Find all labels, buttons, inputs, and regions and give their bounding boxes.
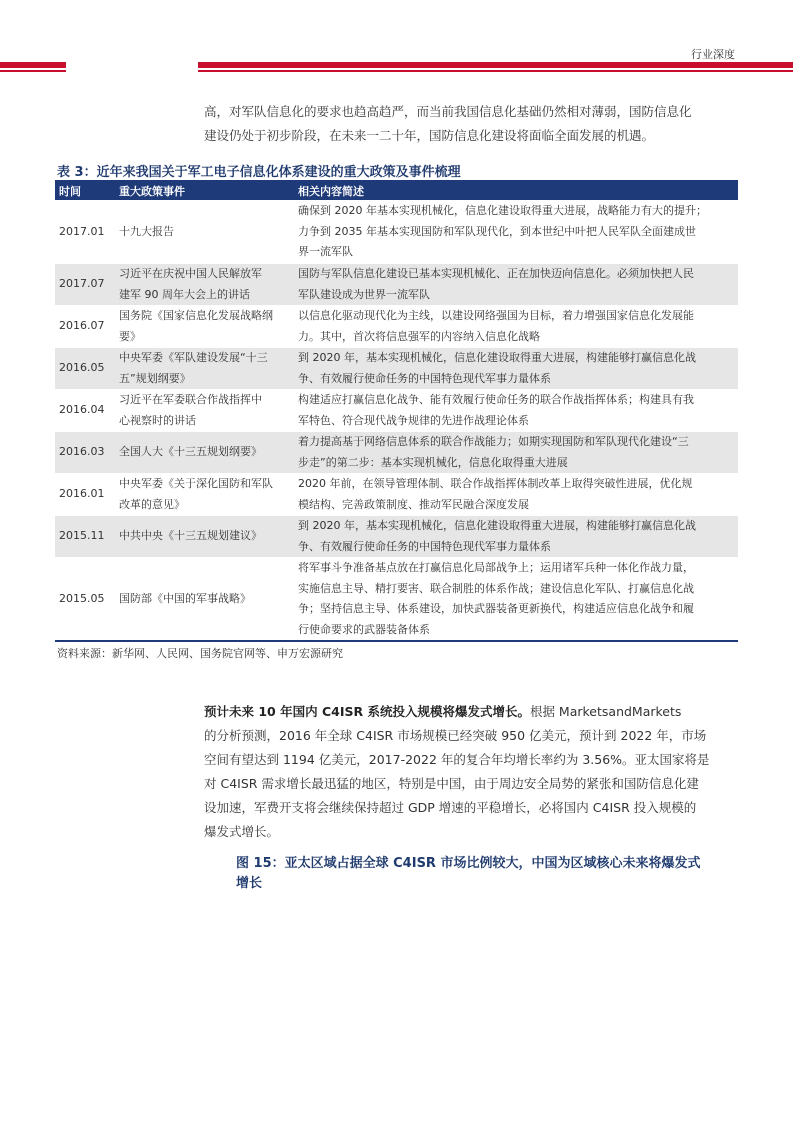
cell-event-line: 全国人大《十三五规划纲要》 — [119, 445, 262, 458]
figure-caption-line: 增长 — [236, 876, 263, 891]
table-source: 资料来源：新华网、人民网、国务院官网等、申万宏源研究 — [57, 647, 343, 660]
cell-event-line: 要》 — [119, 329, 141, 343]
cell-desc-line: 确保到 2020 年基本实现机械化，信息化建设取得重大进展，战略能力有大的提升； — [298, 204, 707, 217]
intro-line: 建设仍处于初步阶段，在未来一二十年，国防信息化建设将面临全面发展的机遇。 — [204, 128, 655, 143]
cell-date: 2016.07 — [59, 319, 105, 332]
cell-event — [119, 306, 295, 347]
cell-event-line: 十九大报告 — [119, 225, 174, 238]
figure-caption — [236, 854, 736, 894]
cell-desc — [298, 348, 738, 389]
column-header-event: 重大政策事件 — [119, 185, 185, 198]
cell-desc — [298, 201, 738, 263]
forecast-line: 设加速，军费开支将会继续保持超过 GDP 增速的平稳增长，必将国内 C4ISR 投入规模的 — [204, 800, 697, 815]
cell-desc-line: 2020 年前，在领导管理体制、联合作战指挥体制改革上取得突破性进展，优化规 — [298, 477, 693, 490]
cell-desc-line: 构建适应打赢信息化战争、能有效履行使命任务的联合作战指挥体系；构建具有我 — [298, 393, 694, 406]
cell-desc-line: 以信息化驱动现代化为主线，以建设网络强国为目标，着力增强国家信息化发展能 — [298, 309, 694, 322]
table-row — [55, 263, 738, 305]
cell-desc-line: 军队建设成为世界一流军队 — [298, 287, 430, 301]
forecast-line: 对 C4ISR 需求增长最迅猛的地区，特别是中国，由于周边安全局势的紧张和国防信息化建 — [204, 776, 699, 791]
intro-line: 高，对军队信息化的要求也趋高趋严，而当前我国信息化基础仍然相对薄弱，国防信息化 — [204, 104, 692, 119]
forecast-lead-rest: 根据 MarketsandMarkets — [529, 704, 682, 719]
table-row — [55, 305, 738, 347]
cell-date: 2016.03 — [59, 445, 105, 458]
cell-event — [119, 264, 295, 305]
header-label: 行业深度 — [691, 48, 735, 61]
cell-desc-line: 国防与军队信息化建设已基本实现机械化、正在加快迈向信息化。必须加快把人民 — [298, 267, 694, 280]
table-row — [55, 347, 738, 389]
cell-desc-line: 争、有效履行使命任务的中国特色现代军事力量体系 — [298, 539, 551, 553]
forecast-line: 的分析预测，2016 年全球 C4ISR 市场规模已经突破 950 亿美元，预计到 2022 年，市场 — [204, 728, 707, 743]
cell-desc-line: 争；坚持信息主导、体系建设，加快武器装备更新换代，构建适应信息化战争和履 — [298, 602, 694, 615]
cell-date: 2017.01 — [59, 225, 105, 238]
cell-date: 2017.07 — [59, 277, 105, 290]
cell-event — [119, 348, 295, 389]
cell-desc-line: 模结构、完善政策制度、推动军民融合深度发展 — [298, 497, 529, 511]
cell-desc-line: 着力提高基于网络信息体系的联合作战能力；如期实现国防和军队现代化建设“三 — [298, 435, 689, 448]
cell-event-line: 中央军委《军队建设发展“十三 — [119, 351, 268, 364]
cell-event-line: 建军 90 周年大会上的讲话 — [119, 287, 250, 301]
cell-event-line: 中央军委《关于深化国防和军队 — [119, 477, 273, 490]
cell-desc — [298, 306, 738, 347]
cell-desc-line: 将军事斗争准备基点放在打赢信息化局部战争上；运用诸军兵种一体化作战力量， — [298, 561, 694, 574]
cell-date: 2015.11 — [59, 529, 105, 542]
table-header — [55, 180, 738, 200]
cell-event-line: 五”规划纲要》 — [119, 371, 191, 385]
cell-desc — [298, 558, 738, 640]
forecast-line: 爆发式增长。 — [204, 824, 280, 839]
cell-event-line: 中共中央《十三五规划建议》 — [119, 529, 262, 542]
table-row — [55, 515, 738, 557]
table-row — [55, 389, 738, 431]
cell-desc-line: 实施信息主导、精打要害、联合制胜的体系作战；建设信息化军队、打赢信息化战 — [298, 581, 694, 595]
table-row — [55, 473, 738, 515]
cell-date: 2016.04 — [59, 403, 105, 416]
forecast-line: 空间有望达到 1194 亿美元，2017-2022 年的复合年均增长率约为 3.56%。亚太国家将是 — [204, 752, 710, 767]
table-title: 表 3：近年来我国关于军工电子信息化体系建设的重大政策及事件梳理 — [57, 165, 461, 180]
cell-desc — [298, 264, 738, 305]
cell-desc-line: 力。其中，首次将信息强军的内容纳入信息化战略 — [298, 329, 540, 343]
table-bottom-rule — [55, 640, 738, 642]
cell-event — [119, 526, 295, 547]
header-rule-left-thin — [0, 70, 66, 72]
cell-event — [119, 390, 295, 431]
cell-desc-line: 军特色、符合现代战争规律的先进作战理论体系 — [298, 413, 529, 427]
column-header-desc: 相关内容简述 — [298, 185, 364, 198]
cell-date: 2016.05 — [59, 361, 105, 374]
cell-event — [119, 474, 295, 515]
cell-desc-line: 到 2020 年，基本实现机械化，信息化建设取得重大进展，构建能够打赢信息化战 — [298, 351, 696, 364]
cell-desc-line: 步走”的第二步：基本实现机械化，信息化取得重大进展 — [298, 455, 568, 469]
table-row — [55, 557, 738, 640]
figure-caption-line: 图 15：亚太区域占据全球 C4ISR 市场比例较大，中国为区域核心未来将爆发式 — [236, 856, 701, 871]
cell-event — [119, 222, 295, 243]
cell-date: 2015.05 — [59, 592, 105, 605]
cell-event — [119, 589, 295, 610]
cell-desc — [298, 474, 738, 515]
policy-table — [55, 180, 738, 642]
column-header-date: 时间 — [59, 185, 81, 198]
cell-desc — [298, 390, 738, 431]
cell-event-line: 心视察时的讲话 — [119, 413, 196, 427]
header-rule-right — [198, 62, 793, 68]
cell-desc-line: 界一流军队 — [298, 245, 353, 258]
forecast-line — [204, 700, 736, 724]
cell-desc-line: 到 2020 年，基本实现机械化，信息化建设取得重大进展，构建能够打赢信息化战 — [298, 519, 696, 532]
cell-event-line: 习近平在军委联合作战指挥中 — [119, 393, 262, 406]
cell-desc — [298, 516, 738, 557]
cell-event — [119, 442, 295, 463]
table-body — [55, 200, 738, 640]
cell-event-line: 改革的意见》 — [119, 497, 185, 511]
table-row — [55, 200, 738, 263]
cell-desc-line: 行使命要求的武器装备体系 — [298, 622, 430, 636]
forecast-lead: 预计未来 10 年国内 C4ISR 系统投入规模将爆发式增长。 — [204, 704, 530, 719]
cell-event-line: 国务院《国家信息化发展战略纲 — [119, 309, 273, 322]
table-row — [55, 431, 738, 473]
cell-event-line: 习近平在庆祝中国人民解放军 — [119, 267, 262, 280]
header-rule-left — [0, 62, 66, 68]
cell-desc — [298, 432, 738, 473]
cell-desc-line: 争、有效履行使命任务的中国特色现代军事力量体系 — [298, 371, 551, 385]
cell-desc-line: 力争到 2035 年基本实现国防和军队现代化，到本世纪中叶把人民军队全面建成世 — [298, 224, 696, 238]
cell-event-line: 国防部《中国的军事战略》 — [119, 592, 251, 605]
forecast-paragraph — [204, 700, 736, 844]
cell-date: 2016.01 — [59, 487, 105, 500]
header-rule-right-thin — [198, 70, 793, 72]
intro-paragraph — [204, 100, 736, 148]
